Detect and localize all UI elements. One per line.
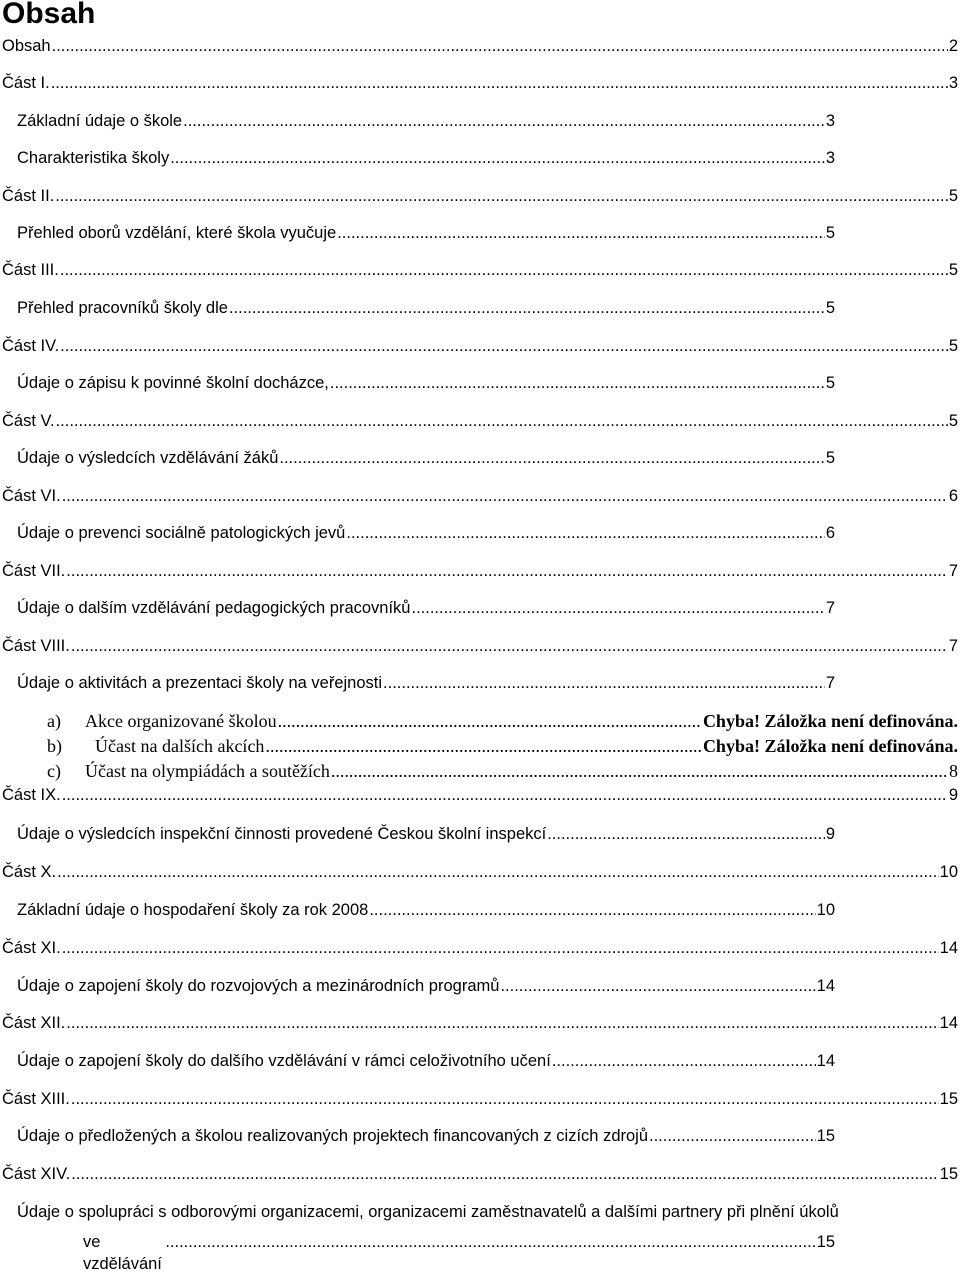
- toc-entry[interactable]: [17, 1125, 835, 1147]
- toc-entry-text: Údaje o výsledcích vzdělávání žáků: [17, 449, 279, 467]
- toc-page-number: 5: [825, 449, 835, 467]
- toc-leader: [183, 110, 825, 132]
- toc-page-number: 10: [939, 863, 958, 881]
- toc-leader: [346, 522, 824, 544]
- toc-page-error: Chyba! Záložka není definována.: [702, 736, 958, 756]
- toc-leader: [56, 410, 948, 432]
- toc-entry[interactable]: [2, 410, 958, 432]
- toc-entry[interactable]: [17, 672, 835, 694]
- toc-entry-text: Část IX.: [2, 786, 61, 804]
- toc-entry-text: Akce organizované školou: [85, 711, 277, 731]
- toc-leader: [265, 735, 702, 757]
- toc-page-number: 5: [825, 374, 835, 392]
- toc-page-number: 7: [825, 599, 835, 617]
- toc-leader: [547, 823, 825, 845]
- toc-entry-text: Charakteristika školy: [17, 149, 170, 167]
- toc-entry[interactable]: [17, 147, 835, 169]
- toc-leader: [411, 597, 824, 619]
- toc-entry-text: Část I.: [2, 74, 50, 92]
- toc-leader: [278, 710, 702, 732]
- toc-entry[interactable]: [2, 635, 958, 657]
- toc-entry-text: Základní údaje o škole: [17, 112, 183, 130]
- toc-entry-text: Účast na olympiádách a soutěžích: [85, 761, 330, 781]
- toc-leader: [383, 672, 825, 694]
- toc-page-number: 6: [825, 524, 835, 542]
- toc-leader: [60, 259, 948, 281]
- toc-leader: [66, 560, 948, 582]
- toc-entry[interactable]: [17, 823, 835, 845]
- toc-page-number: 5: [948, 187, 958, 205]
- toc-entry-text: Část IV.: [2, 337, 60, 355]
- toc-entry[interactable]: [2, 335, 958, 357]
- toc-entry[interactable]: [17, 522, 835, 544]
- toc-leader: [337, 222, 825, 244]
- toc-leader: [170, 147, 825, 169]
- toc-page-number: 3: [825, 112, 835, 130]
- toc-leader: [57, 861, 939, 883]
- toc-entry[interactable]: [2, 72, 958, 94]
- toc-leader: [649, 1125, 816, 1147]
- toc-page-number: 14: [939, 939, 958, 957]
- toc-page-number: 15: [816, 1127, 835, 1145]
- toc-entry[interactable]: [2, 35, 958, 57]
- toc-leader: [62, 784, 948, 806]
- toc-entry-text: Část V.: [2, 412, 55, 430]
- toc-page-number: 5: [825, 224, 835, 242]
- toc-page-number: 15: [816, 1233, 835, 1251]
- toc-entry-text: Údaje o zapojení školy do dalšího vzdělávání v rámci celoživotního učení: [17, 1052, 551, 1070]
- toc-page-number: 2: [948, 37, 958, 55]
- toc-leader: [62, 937, 939, 959]
- toc-entry[interactable]: [17, 975, 835, 997]
- toc-page-error: Chyba! Záložka není definována.: [702, 711, 958, 731]
- toc-entry[interactable]: [2, 1088, 958, 1110]
- toc-entry[interactable]: [2, 560, 958, 582]
- toc-entry[interactable]: [17, 447, 835, 469]
- toc-leader: [500, 975, 815, 997]
- toc-entry[interactable]: [2, 1012, 958, 1034]
- toc-leader: [62, 485, 948, 507]
- toc-entry-text: Část XIII.: [2, 1090, 70, 1108]
- toc-leader: [55, 185, 948, 207]
- toc-page-number: 9: [825, 825, 835, 843]
- toc-entry-text: Údaje o předložených a školou realizovaných projektech financovaných z cizích zdrojů: [17, 1127, 649, 1145]
- toc-entry-text: Část XI.: [2, 939, 61, 957]
- toc-entry[interactable]: [17, 899, 835, 921]
- toc-entry-text: Údaje o aktivitách a prezentaci školy na veřejnosti: [17, 674, 383, 692]
- toc-leader: [165, 1231, 815, 1253]
- toc-entry[interactable]: [2, 937, 958, 959]
- toc-page-number: 9: [948, 786, 958, 804]
- toc-entry-text: Účast na dalších akcích: [95, 736, 265, 756]
- toc-page-number: 15: [939, 1165, 958, 1183]
- toc-entry[interactable]: [17, 297, 835, 319]
- toc-leader: [71, 1163, 938, 1185]
- toc-page-number: 3: [825, 149, 835, 167]
- toc-entry-text: Údaje o zápisu k povinné školní docházce,: [17, 374, 329, 392]
- toc-entry-text: Údaje o spolupráci s odborovými organizacemi, organizacemi zaměstnavatelů a dalšími partnery při plnění úkolů: [17, 1203, 839, 1221]
- toc-entry-text: Obsah: [2, 37, 51, 55]
- toc-subentry[interactable]: [47, 760, 958, 782]
- toc-leader: [71, 635, 948, 657]
- toc-entry-text: Část III.: [2, 261, 59, 279]
- toc-leader: [66, 1012, 938, 1034]
- toc-entry-text: Údaje o dalším vzdělávání pedagogických pracovníků: [17, 599, 411, 617]
- toc-entry-text-continued: ve vzdělávání: [83, 1233, 162, 1273]
- toc-entry-text: Část XIV.: [2, 1165, 71, 1183]
- toc-page-number: 7: [948, 637, 958, 655]
- toc-leader: [51, 72, 948, 94]
- toc-entry-text: Část II.: [2, 187, 55, 205]
- toc-entry-text: Část XII.: [2, 1014, 66, 1032]
- toc-subentry[interactable]: [47, 735, 958, 757]
- toc-entry[interactable]: [17, 597, 835, 619]
- toc-entry-text: Přehled pracovníků školy dle: [17, 299, 228, 317]
- toc-page-number: 3: [948, 74, 958, 92]
- toc-entry-text: Přehled oborů vzdělání, které škola vyučuje: [17, 224, 337, 242]
- toc-page-number: 5: [948, 412, 958, 430]
- toc-entry[interactable]: [2, 784, 958, 806]
- toc-subentry[interactable]: [47, 710, 958, 732]
- toc-page-number: 14: [816, 1052, 835, 1070]
- toc-entry[interactable]: [17, 372, 835, 394]
- toc-entry[interactable]: [2, 185, 958, 207]
- toc-leader: [552, 1050, 816, 1072]
- toc-page-number: 7: [825, 674, 835, 692]
- toc-entry-text: Údaje o zapojení školy do rozvojových a mezinárodních programů: [17, 977, 500, 995]
- toc-leader: [52, 35, 948, 57]
- toc-leader: [369, 899, 815, 921]
- toc-page-number: 14: [816, 977, 835, 995]
- toc-page-number: 6: [948, 487, 958, 505]
- toc-leader: [330, 372, 825, 394]
- toc-leader: [71, 1088, 939, 1110]
- toc-page-number: 5: [948, 261, 958, 279]
- toc-entry-multiline[interactable]: [17, 1201, 946, 1275]
- toc-entry-text: Část VIII.: [2, 637, 70, 655]
- toc-entry-text: Údaje o prevenci sociálně patologických jevů: [17, 524, 346, 542]
- toc-subentry-letter: a): [47, 711, 61, 731]
- toc-leader: [229, 297, 825, 319]
- toc-entry-text: Část VII.: [2, 562, 66, 580]
- toc-page-number: 7: [948, 562, 958, 580]
- toc-page-number: 15: [939, 1090, 958, 1108]
- toc-page-number: 5: [825, 299, 835, 317]
- toc-entry-text: Údaje o výsledcích inspekční činnosti provedené Českou školní inspekcí: [17, 825, 547, 843]
- page-title: Obsah: [2, 0, 96, 30]
- toc-subentry-letter: b): [47, 736, 62, 756]
- toc-entry[interactable]: [2, 1163, 958, 1185]
- toc-entry[interactable]: [17, 110, 835, 132]
- toc-subentry-letter: c): [47, 761, 61, 781]
- toc-entry[interactable]: [2, 485, 958, 507]
- toc-entry[interactable]: [17, 1050, 835, 1072]
- toc-leader: [279, 447, 824, 469]
- toc-entry-text: Základní údaje o hospodaření školy za rok 2008: [17, 901, 369, 919]
- toc-entry-text: Část VI.: [2, 487, 61, 505]
- toc-page-number: 10: [816, 901, 835, 919]
- toc-entry[interactable]: [2, 259, 958, 281]
- toc-page-number: 8: [949, 761, 958, 781]
- toc-page-number: 5: [948, 337, 958, 355]
- toc-page-number: 14: [939, 1014, 958, 1032]
- toc-entry-text: Část X.: [2, 863, 57, 881]
- toc-entry[interactable]: [17, 222, 835, 244]
- toc-leader: [60, 335, 948, 357]
- toc-leader: [331, 760, 948, 782]
- toc-entry[interactable]: [2, 861, 958, 883]
